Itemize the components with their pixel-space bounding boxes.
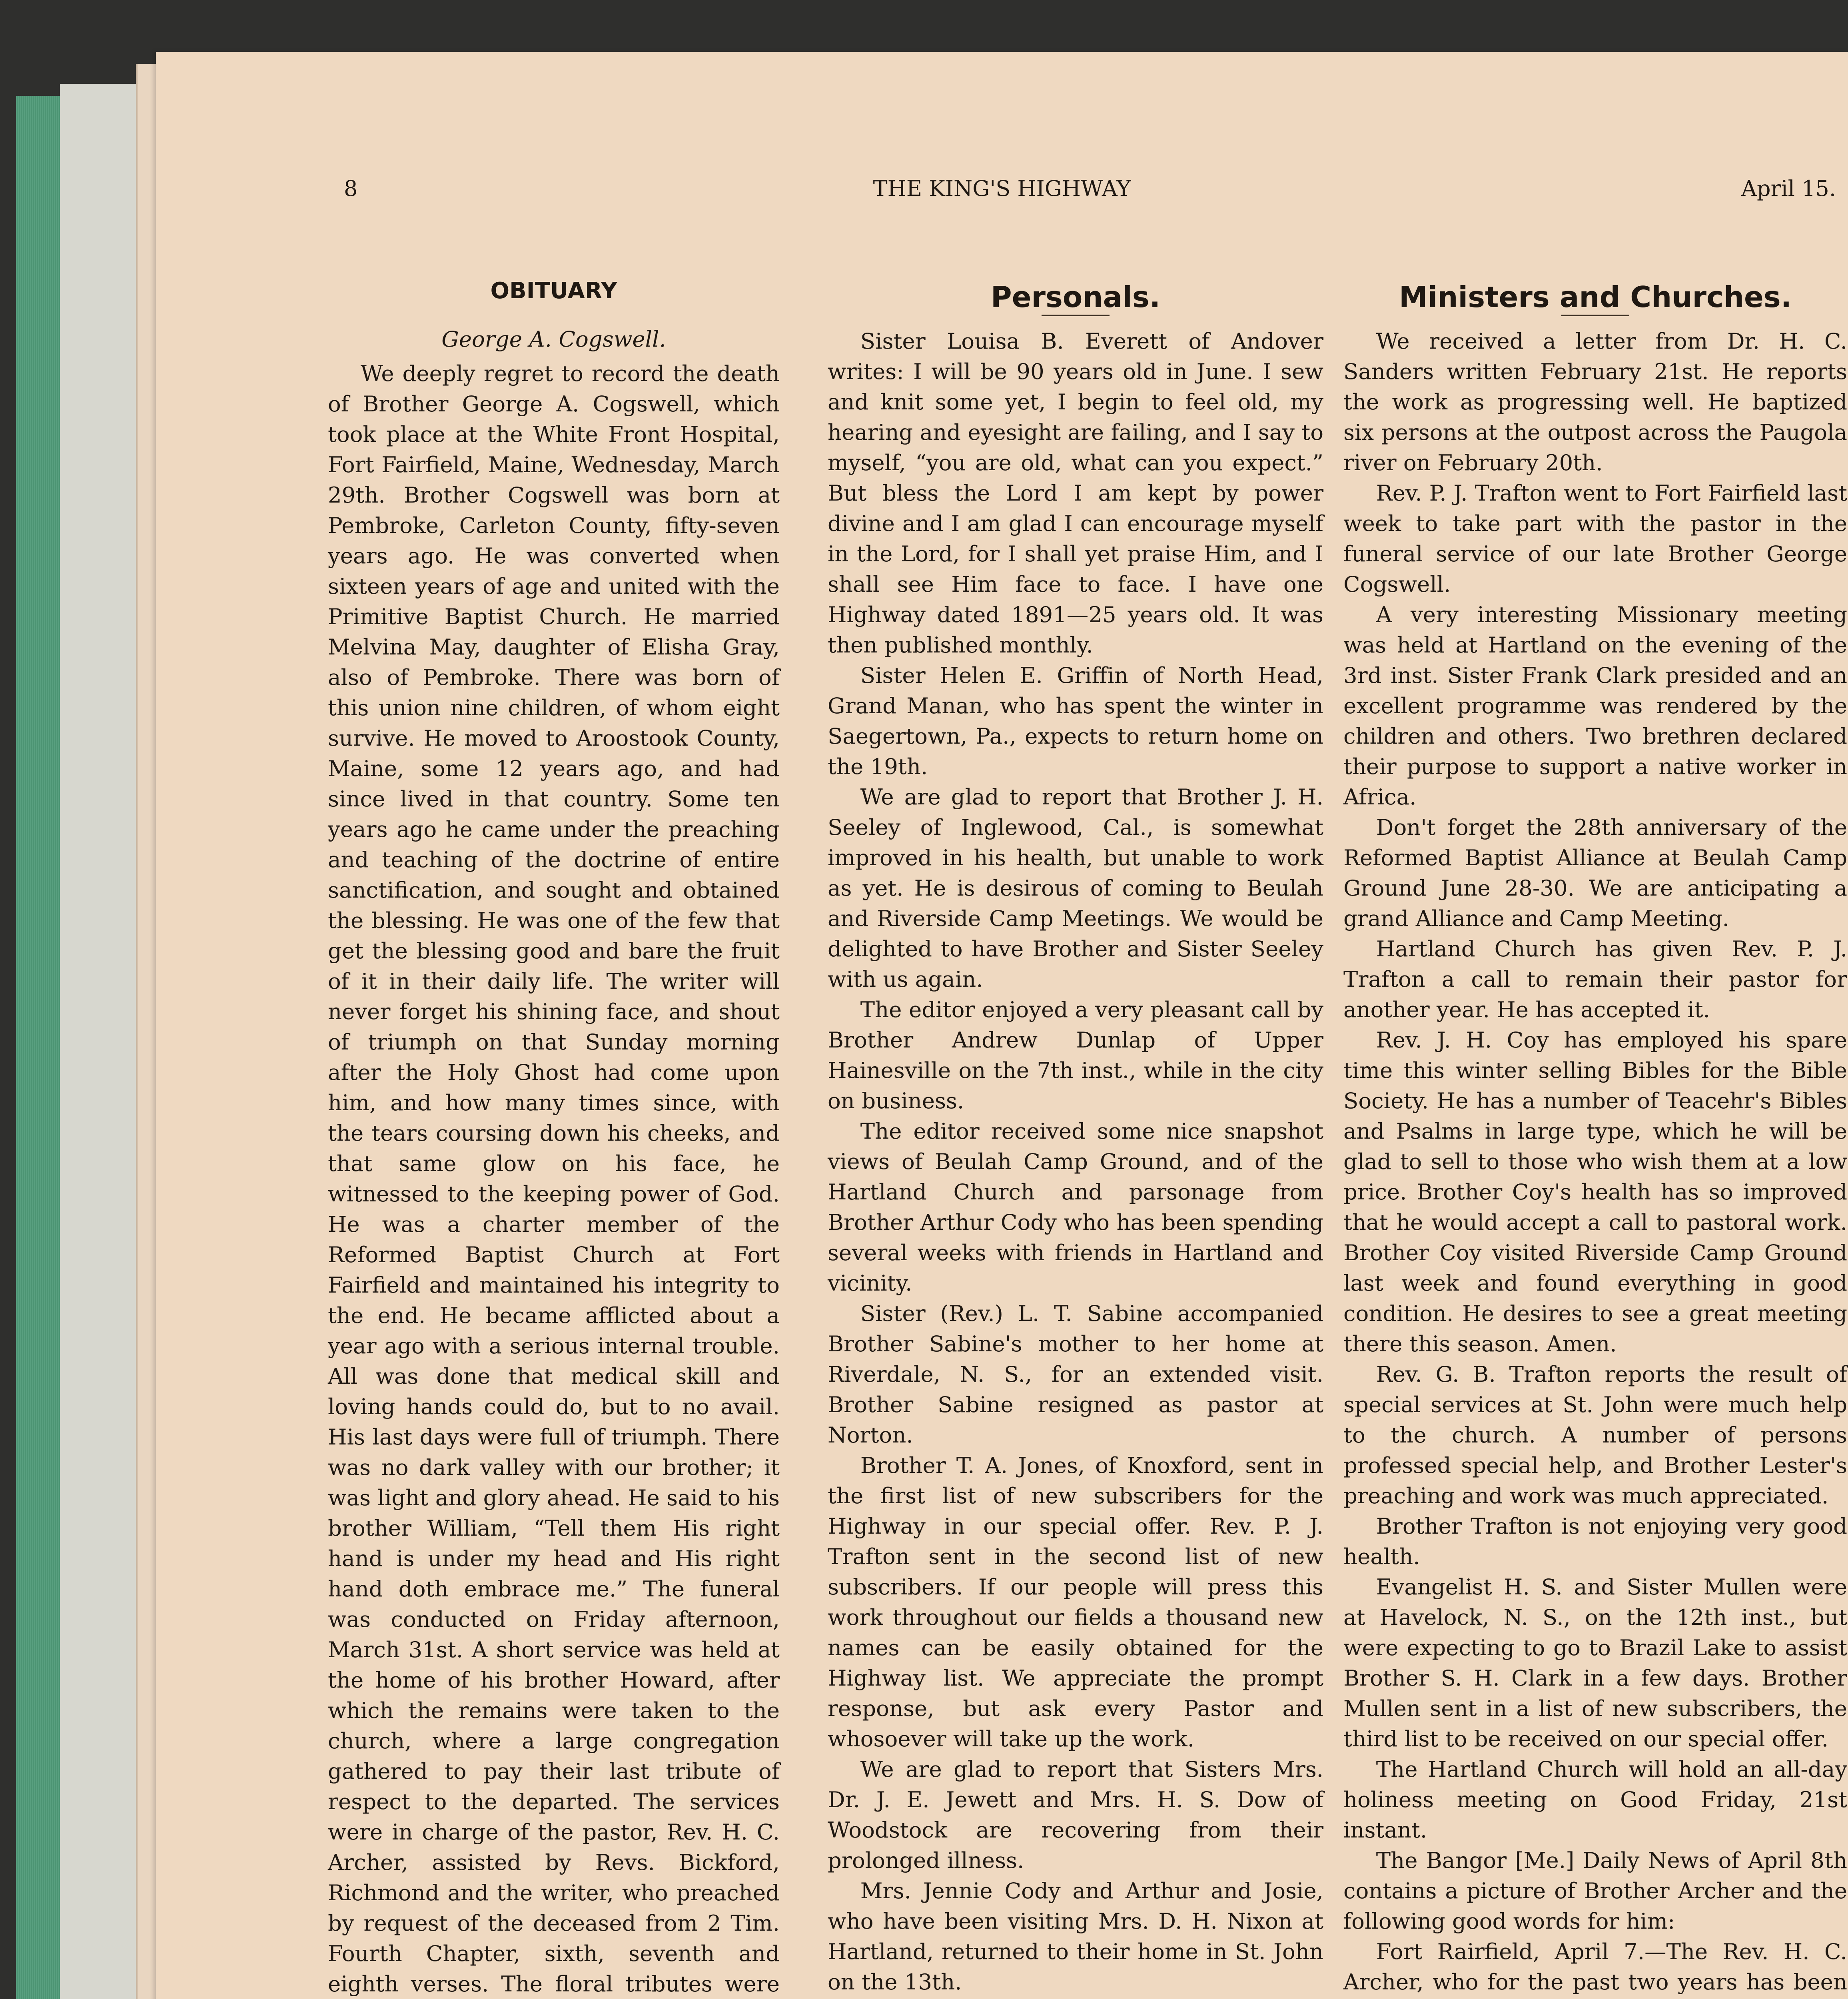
personal-item: Sister Helen E. Griffin of North Head, Grand Manan, who has spent the winter in Saegertown, Pa., expects to return home on the 19th. — [828, 662, 1323, 779]
column-ministers — [1343, 224, 1847, 1999]
ministers-item: A very interesting Missionary meeting was held at Hartland on the evening of the 3rd inst. Sister Frank Clark presided and an excellent programme was rendered by the children and others. Two brethren declared their purpose to support a native worker in Africa. — [1343, 602, 1847, 810]
personal-item: The editor received some nice snapshot views of Beulah Camp Ground, and of the Hartland Church and parsonage from Brother Arthur Cody who has been spending several weeks with friends in Hartland and vicinity. — [828, 1118, 1323, 1296]
journal-title: THE KING'S HIGHWAY — [873, 176, 1131, 201]
ministers-item: Evangelist H. S. and Sister Mullen were at Havelock, N. S., on the 12th inst., but were expecting to go to Brazil Lake to assist Brother S. H. Clark in a few days. Brother Mullen sent in a list of new subscribers, the third list to be received on our special offer. — [1343, 1574, 1847, 1752]
personal-item — [828, 1997, 1323, 1999]
personal-item: Sister (Rev.) L. T. Sabine accompanied Brother Sabine's mother to her home at Riverdale, N. S., for an extended visit. Brother Sabine resigned as pastor at Norton. — [828, 1301, 1323, 1448]
heading-rule — [1042, 315, 1110, 316]
column-obituary — [328, 224, 780, 1999]
obituary-heading: OBITUARY — [490, 278, 617, 304]
ministers-item: Fort Rairfield, April 7.—The Rev. H. C. Archer, who for the past two years has been — [1343, 1939, 1847, 1995]
personal-item: The editor enjoyed a very pleasant call by Brother Andrew Dunlap of Upper Hainesville on the 7th inst., while in the city on business. — [828, 997, 1323, 1113]
ministers-heading: Ministers and Churches. — [1399, 280, 1792, 314]
ministers-item: The Bangor [Me.] Daily News of April 8th contains a picture of Brother Archer and the following good words for him: — [1343, 1847, 1847, 1934]
ministers-item: Rev. G. B. Trafton reports the result of special services at St. John were much help to the church. A number of persons professed special help, and Brother Lester's preaching and work was much appreciated. — [1343, 1361, 1847, 1508]
ministers-item: We received a letter from Dr. H. C. Sanders written February 21st. He reports the work as progressing well. He baptized six persons at the outpost across the Paugola river on February 20th. — [1343, 328, 1847, 475]
running-head — [156, 176, 1848, 208]
personal-item: We are glad to report that Brother J. H. Seeley of Inglewood, Cal., is somewhat improved in his health, but unable to work as yet. He is desirous of coming to Beulah and Riverside Camp Meetings. We would be delighted to have Brother and Sister Seeley with us again. — [828, 784, 1323, 992]
obituary-subject: George A. Cogswell. — [441, 326, 666, 352]
ministers-item: Rev. J. H. Coy has employed his spare time this winter selling Bibles for the Bible Society. He has a number of Teacehr's Bibles and Psalms in large type, which he will be glad to sell to those who wish them at a low price. Brother Coy's health has so improved that he would accept a call to pastoral work. Brother Coy visited Riverside Camp Ground last week and found everything in good condition. He desires to see a great meeting there this season. Amen. — [1343, 1027, 1847, 1357]
personal-item: Mrs. Jennie Cody and Arthur and Josie, who have been visiting Mrs. D. H. Nixon at Hartland, returned to their home in St. John on the 13th. — [828, 1878, 1323, 1995]
personal-item: Sister Louisa B. Everett of Andover writes: I will be 90 years old in June. I sew and knit some yet, I begin to feel old, my hearing and eyesight are failing, and I say to myself, “you are old, what can you expect.” But bless the Lord I am kept by power divine and I am glad I can encourage myself in the Lord, for I shall yet praise Him, and I shall see Him face to face. I have one Highway dated 1891—25 years old. It was then published monthly. — [828, 328, 1324, 658]
personals-heading: Personals. — [990, 280, 1161, 314]
newspaper-page — [156, 52, 1848, 1999]
heading-rule — [1561, 315, 1629, 316]
ministers-item: The Hartland Church will hold an all-day holiness meeting on Good Friday, 21st instant. — [1343, 1756, 1847, 1843]
ministers-item: Don't forget the 28th anniversary of the Reformed Baptist Alliance at Beulah Camp Ground June 28-30. We are anticipating a grand Alliance and Camp Meeting. — [1343, 814, 1847, 931]
page-number: 8 — [344, 176, 358, 201]
ministers-item: Brother Trafton is not enjoying very good health. — [1343, 1513, 1847, 1569]
issue-date: April 15. — [1741, 176, 1836, 201]
personal-item: Brother T. A. Jones, of Knoxford, sent in the first list of new subscribers for the Highway in our special offer. Rev. P. J. Trafton sent in the second list of new subscribers. If our people will press this work throughout our fields a thousand new names can be easily obtained for the Highway list. We appreciate the prompt response, but ask every Pastor and whosoever will take up the work. — [828, 1452, 1323, 1752]
ministers-item: Rev. P. J. Trafton went to Fort Fairfield last week to take part with the pastor in the funeral service of our late Brother George Cogswell. — [1343, 480, 1847, 597]
ministers-item: Hartland Church has given Rev. P. J. Trafton a call to remain their pastor for another year. He has accepted it. — [1343, 936, 1847, 1022]
obituary-paragraph: We deeply regret to record the death of Brother George A. Cogswell, which took place at the White Front Hospital, Fort Fairfield, Maine, Wednesday, March 29th. Brother Cogswell was born at Pembroke, Carleton County, fifty-seven years ago. He was converted when sixteen years of age and united with the Primitive Baptist Church. He married Melvina May, daughter of Elisha Gray, also of Pembroke. There was born of this union nine children, of whom eight survive. He moved to Aroostook County, Maine, some 12 years ago, and had since lived in that country. Some ten years ago he came under the preaching and teaching of the doctrine of entire sanctification, and sought and obtained the blessing. He was one of the few that get the blessing good and bare the fruit of it in their daily life. The writer will never forget his shining face, and shout of triumph on that Sunday morning after the Holy Ghost had come upon him, and how many times since, with the tears coursing down his cheeks, and that same glow on his face, he witnessed to the keeping power of God. He was a charter member of the Reformed Baptist Church at Fort Fairfield and maintained his integrity to the end. He became afflicted about a year ago with a serious internal trouble. All was done that medical skill and loving hands could do, but to no avail. His last days were full of triumph. There was no dark valley with our brother; it was light and glory ahead. He said to his brother William, “Tell them His right hand is under my head and His right hand doth embrace me.” The funeral was conducted on Friday afternoon, March 31st. A short service was held at the home of his brother Howard, after which the remains were taken to the church, where a large congregation gathered to pay their last tribute of respect to the departed. The services were in charge of the pastor, Rev. H. C. Archer, assisted by Revs. Bickford, Richmond and the writer, who preached by request of the deceased from 2 Tim. Fourth Chapter, sixth, seventh and eighth verses. The floral tributes were — [328, 361, 780, 1997]
personal-item: We are glad to report that Sisters Mrs. Dr. J. E. Jewett and Mrs. H. S. Dow of Woodstock are recovering from their prolonged illness. — [828, 1756, 1323, 1873]
column-personals — [828, 224, 1323, 1999]
